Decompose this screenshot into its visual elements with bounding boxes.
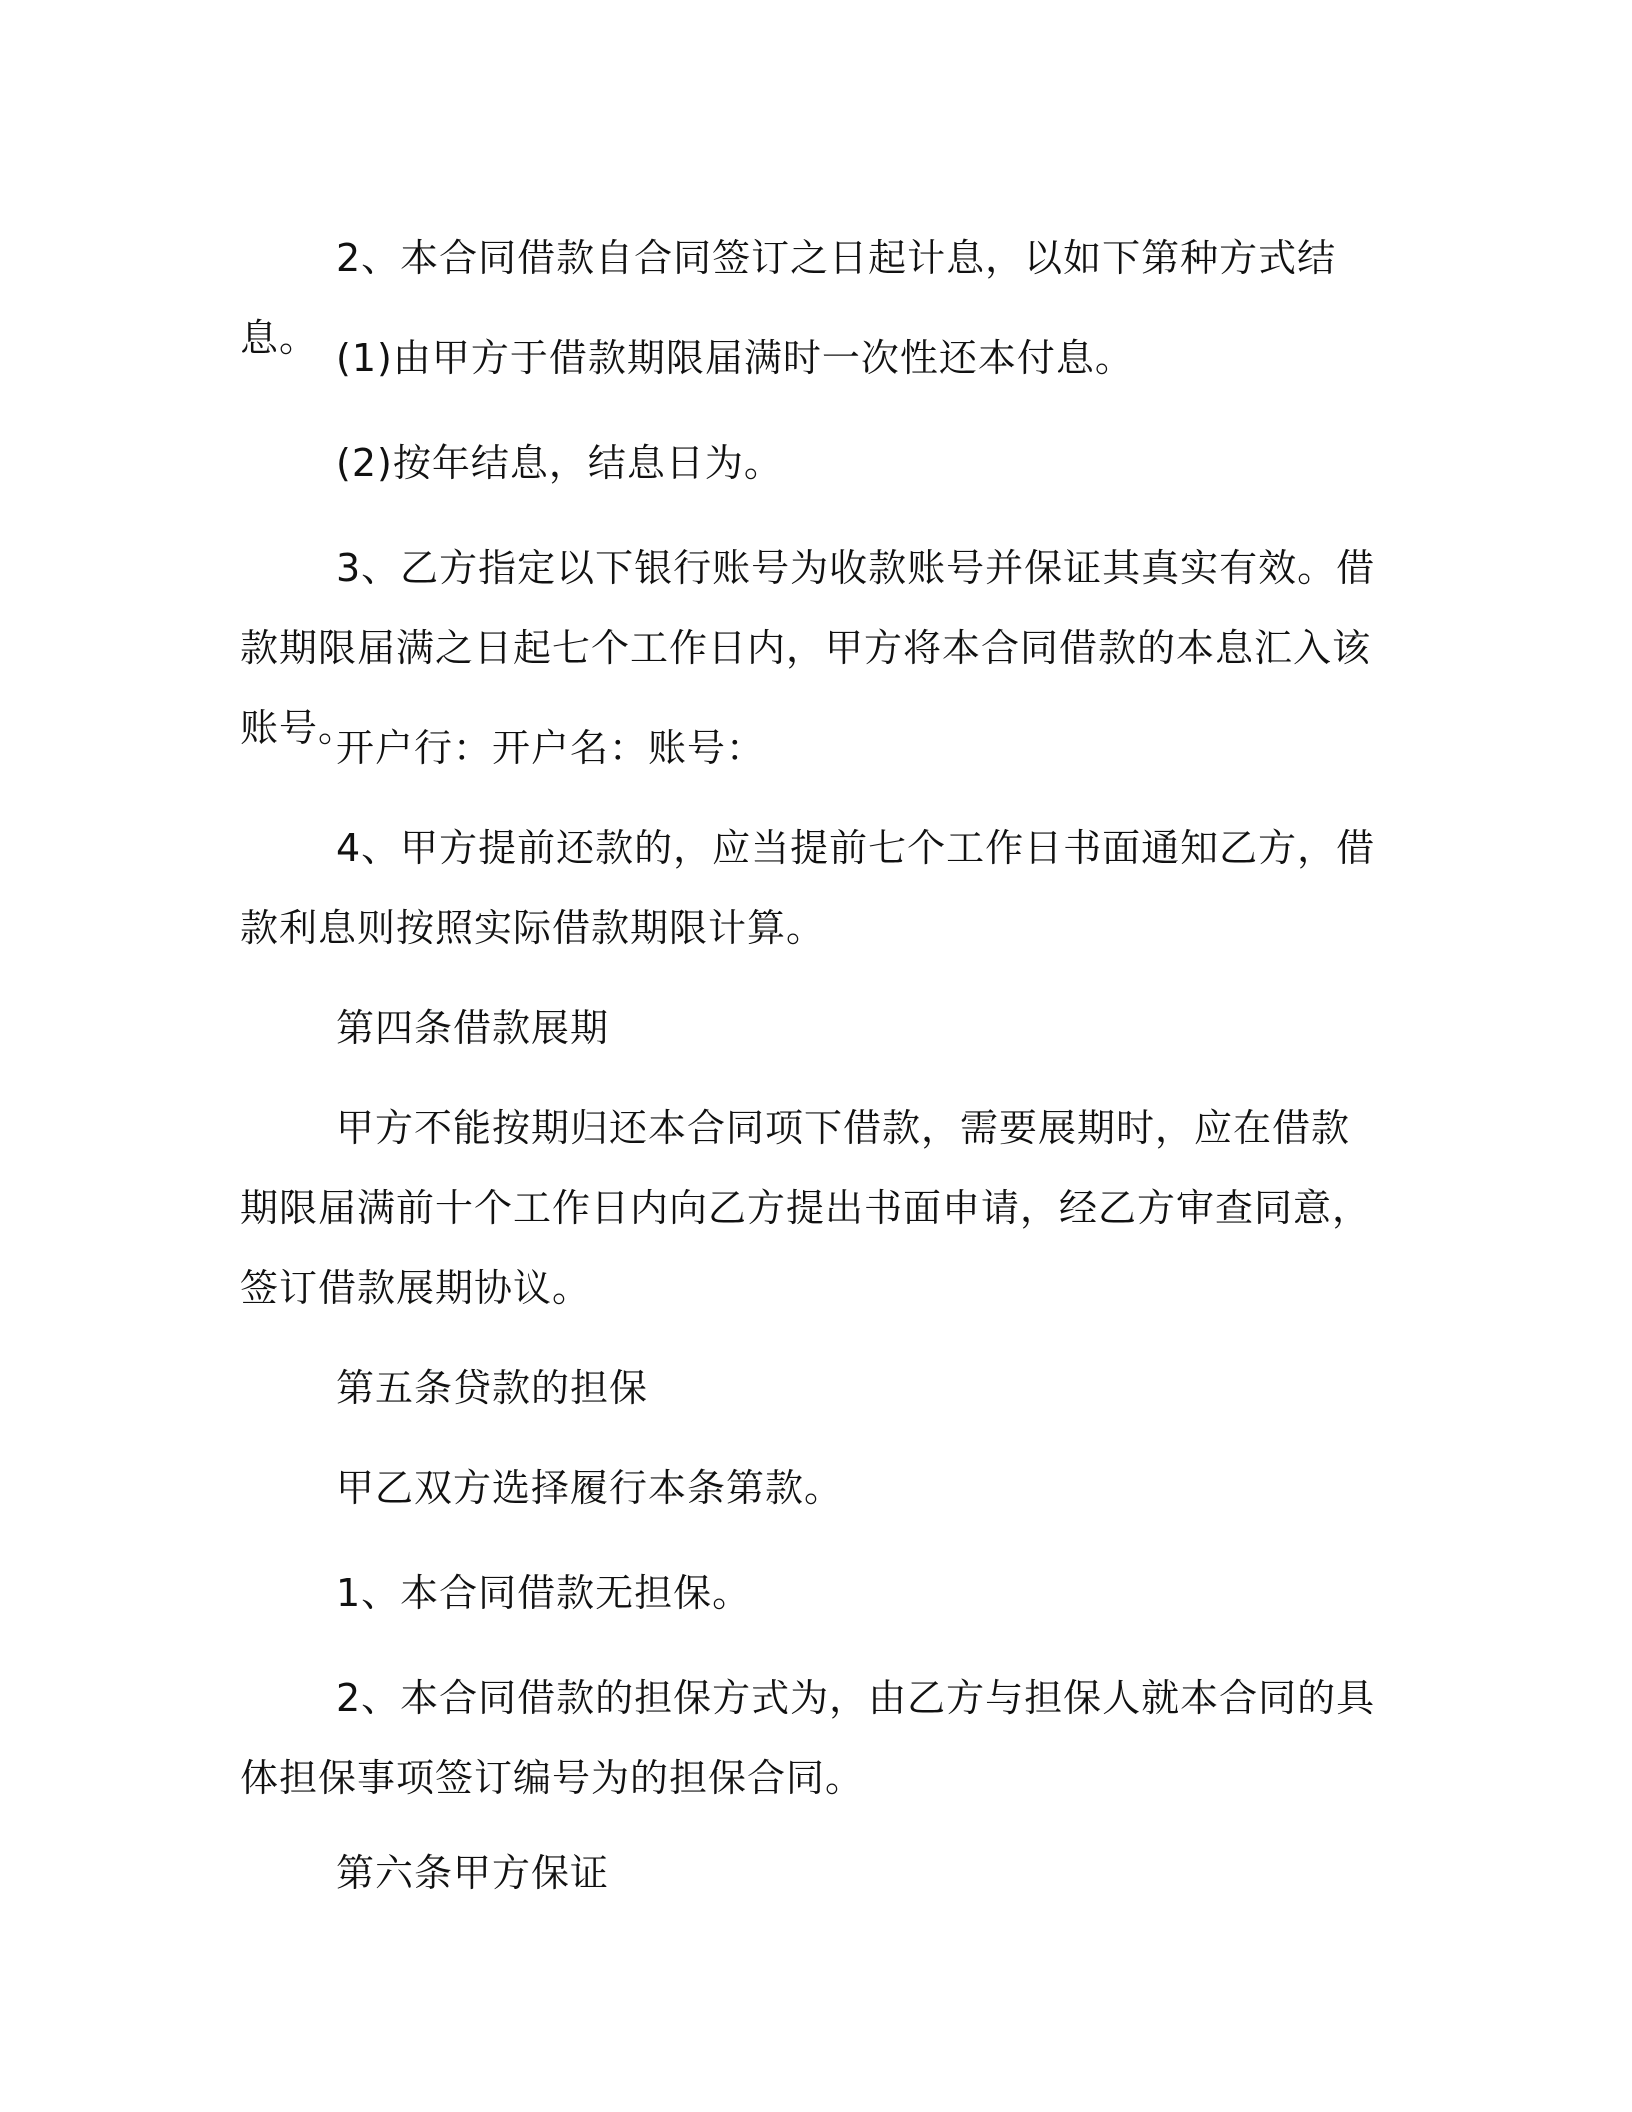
heading-article-6: 第六条甲方保证 xyxy=(336,1851,610,1895)
heading-article-5: 第五条贷款的担保 xyxy=(336,1366,649,1410)
paragraph-account-fields: 开户行：开户名：账号： xyxy=(336,726,766,770)
paragraph-bank-account: 3、乙方指定以下银行账号为收款账号并保证其真实有效。借款期限届满之日起七个工作日内，甲方将本合同借款的本息汇入该账号。 xyxy=(240,546,1376,750)
paragraph-early-repayment: 4、甲方提前还款的，应当提前七个工作日书面通知乙方，借款利息则按照实际借款期限计算。 xyxy=(240,826,1376,950)
paragraph-choose-clause: 甲乙双方选择履行本条第款。 xyxy=(336,1466,844,1510)
paragraph-option-1: (1)由甲方于借款期限届满时一次性还本付息。 xyxy=(336,336,1134,380)
paragraph-extension: 甲方不能按期归还本合同项下借款，需要展期时，应在借款期限届满前十个工作日内向乙方提出书面申请，经乙方审查同意，签订借款展期协议。 xyxy=(240,1106,1372,1310)
heading-article-4: 第四条借款展期 xyxy=(336,1006,610,1050)
paragraph-interest-settlement: 2、本合同借款自合同签订之日起计息，以如下第种方式结息。 xyxy=(240,236,1337,360)
paragraph-no-guarantee: 1、本合同借款无担保。 xyxy=(336,1571,752,1615)
paragraph-guarantee-method: 2、本合同借款的担保方式为，由乙方与担保人就本合同的具体担保事项签订编号为的担保合同。 xyxy=(240,1676,1376,1800)
paragraph-option-2: (2)按年结息，结息日为。 xyxy=(336,441,783,485)
